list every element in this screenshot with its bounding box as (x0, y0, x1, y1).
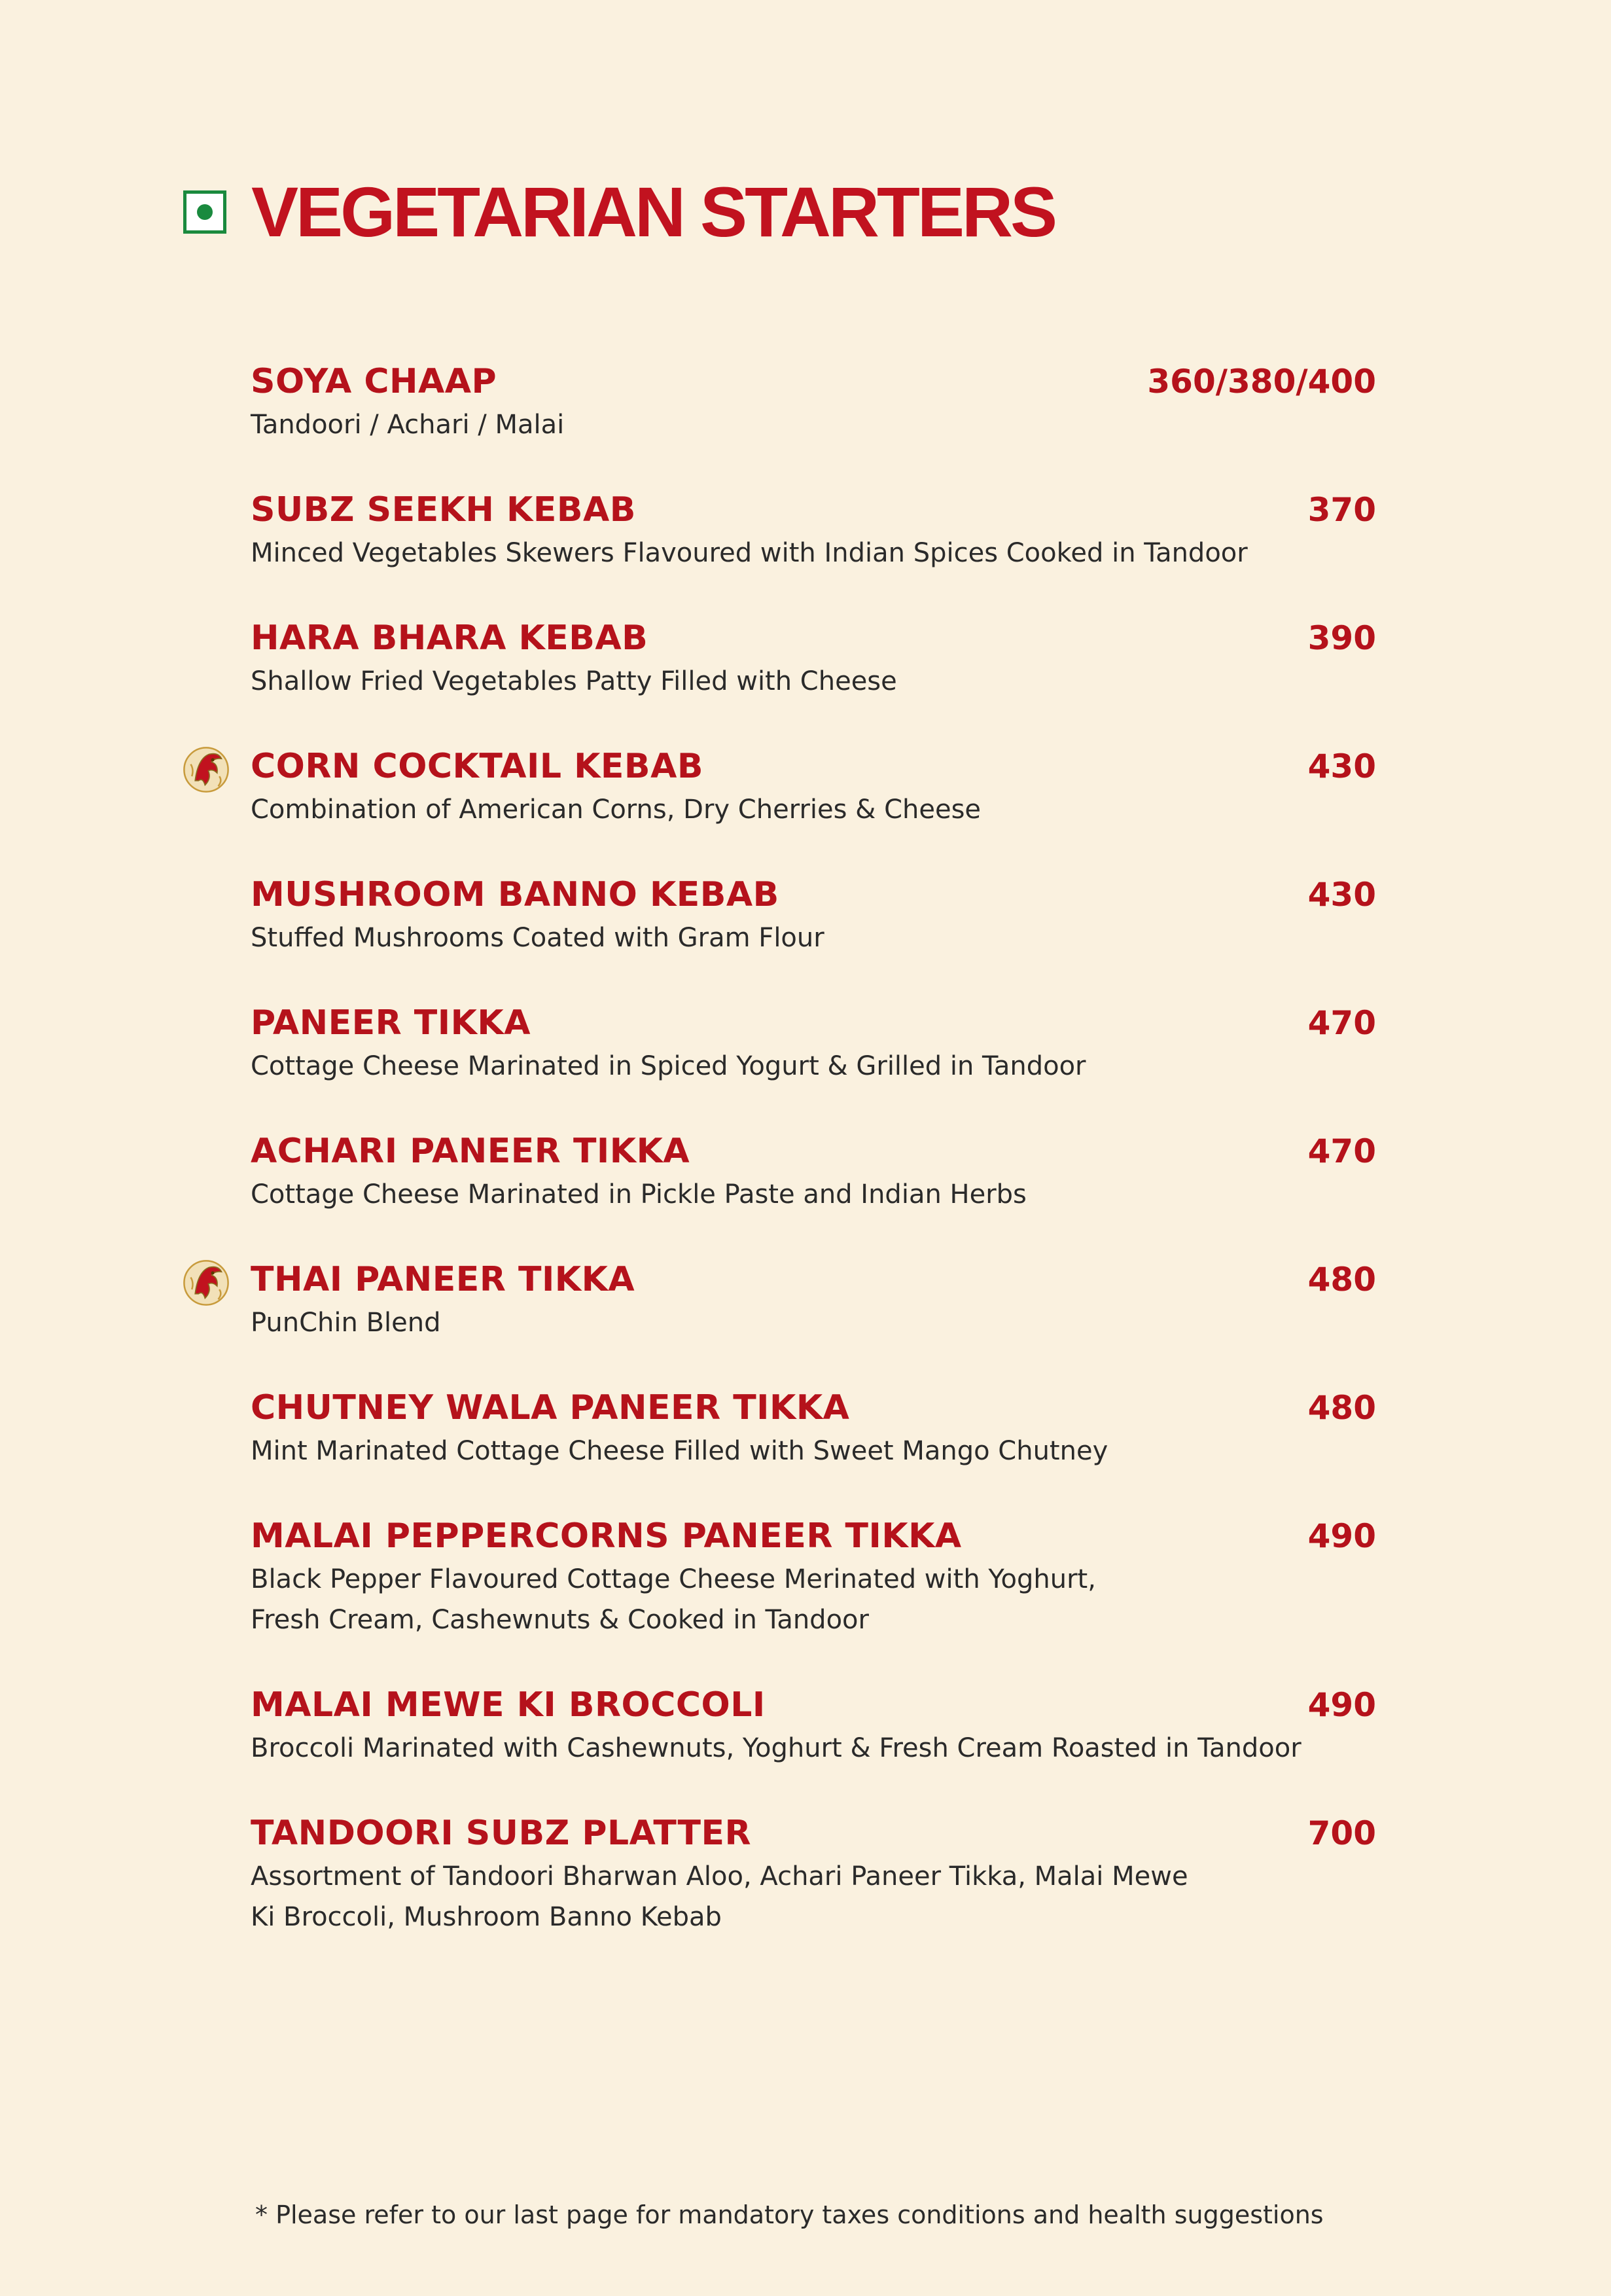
menu-item-header (251, 1513, 1376, 1559)
menu-item-price: 700 (1307, 1814, 1376, 1852)
menu-item (251, 487, 1376, 573)
page-title: VEGETARIAN STARTERS (251, 172, 1055, 251)
menu-item-price: 480 (1307, 1261, 1376, 1299)
menu-item-name: CHUTNEY WALA PANEER TIKKA (251, 1388, 850, 1427)
menu-item-price: 480 (1307, 1389, 1376, 1427)
menu-item (251, 744, 1376, 830)
footnote: * Please refer to our last page for mandatory taxes conditions and health suggestions (255, 2200, 1324, 2229)
menu-item-header (251, 1000, 1376, 1046)
veg-mark-icon (183, 190, 226, 234)
section-header (183, 172, 1055, 251)
menu-item-header (251, 744, 1376, 789)
menu-item-description: Tandoori / Achari / Malai (251, 410, 565, 440)
menu-item-header (251, 1810, 1376, 1856)
menu-item-description: Stuffed Mushrooms Coated with Gram Flour (251, 923, 824, 953)
menu-item-name: MALAI PEPPERCORNS PANEER TIKKA (251, 1516, 962, 1556)
menu-item-price: 430 (1307, 747, 1376, 785)
menu-item-description: Black Pepper Flavoured Cottage Cheese Merinated with Yoghurt, Fresh Cream, Cashewnuts & Cooked in Tandoor (251, 1564, 1096, 1635)
menu-item (251, 1128, 1376, 1215)
menu-item-description: Shallow Fried Vegetables Patty Filled with Cheese (251, 666, 897, 696)
menu-item-price: 430 (1307, 876, 1376, 914)
menu-item-price: 360/380/400 (1147, 363, 1376, 401)
menu-item-header (251, 359, 1376, 404)
menu-item (251, 615, 1376, 702)
menu-item-price: 490 (1307, 1517, 1376, 1555)
menu-item-name: HARA BHARA KEBAB (251, 619, 648, 658)
menu-item-header (251, 615, 1376, 661)
menu-item-name: SUBZ SEEKH KEBAB (251, 490, 636, 529)
menu-item-description: Assortment of Tandoori Bharwan Aloo, Achari Paneer Tikka, Malai Mewe Ki Broccoli, Mushroom Banno Kebab (251, 1861, 1188, 1932)
menu-item-name: CORN COCKTAIL KEBAB (251, 747, 703, 786)
menu-item-header (251, 487, 1376, 533)
menu-item-header (251, 1257, 1376, 1302)
menu-item (251, 1385, 1376, 1471)
chef-special-icon (179, 742, 234, 797)
menu-item-description: Mint Marinated Cottage Cheese Filled with Sweet Mango Chutney (251, 1436, 1108, 1466)
menu-item (251, 1000, 1376, 1086)
chef-special-icon (179, 1255, 234, 1310)
menu-item-description: Broccoli Marinated with Cashewnuts, Yoghurt & Fresh Cream Roasted in Tandoor (251, 1733, 1301, 1763)
menu-item-name: SOYA CHAAP (251, 362, 497, 401)
menu-item-header (251, 1385, 1376, 1431)
menu-item-price: 490 (1307, 1686, 1376, 1724)
veg-mark-dot (197, 204, 213, 220)
menu-item (251, 872, 1376, 958)
menu-item-description: Minced Vegetables Skewers Flavoured with Indian Spices Cooked in Tandoor (251, 538, 1248, 568)
menu-item-name: THAI PANEER TIKKA (251, 1260, 635, 1299)
menu-item-name: MUSHROOM BANNO KEBAB (251, 875, 779, 914)
menu-item-header (251, 1682, 1376, 1728)
menu-item (251, 359, 1376, 445)
menu-item (251, 1513, 1376, 1640)
menu-item-price: 390 (1307, 619, 1376, 657)
menu-item-name: TANDOORI SUBZ PLATTER (251, 1814, 752, 1853)
menu-item-description: Cottage Cheese Marinated in Pickle Paste and Indian Herbs (251, 1179, 1027, 1210)
menu-item (251, 1257, 1376, 1343)
menu-item (251, 1682, 1376, 1768)
menu-item-price: 470 (1307, 1132, 1376, 1170)
menu-item (251, 1810, 1376, 1937)
menu-item-header (251, 1128, 1376, 1174)
menu-item-name: ACHARI PANEER TIKKA (251, 1132, 690, 1171)
menu-item-header (251, 872, 1376, 918)
menu-item-name: MALAI MEWE KI BROCCOLI (251, 1685, 766, 1725)
menu-list (251, 359, 1376, 1979)
menu-item-description: Combination of American Corns, Dry Cherries & Cheese (251, 795, 982, 825)
menu-item-price: 470 (1307, 1004, 1376, 1042)
menu-item-description: Cottage Cheese Marinated in Spiced Yogurt & Grilled in Tandoor (251, 1051, 1086, 1081)
menu-item-price: 370 (1307, 491, 1376, 529)
menu-item-name: PANEER TIKKA (251, 1003, 531, 1043)
menu-item-description: PunChin Blend (251, 1308, 441, 1338)
